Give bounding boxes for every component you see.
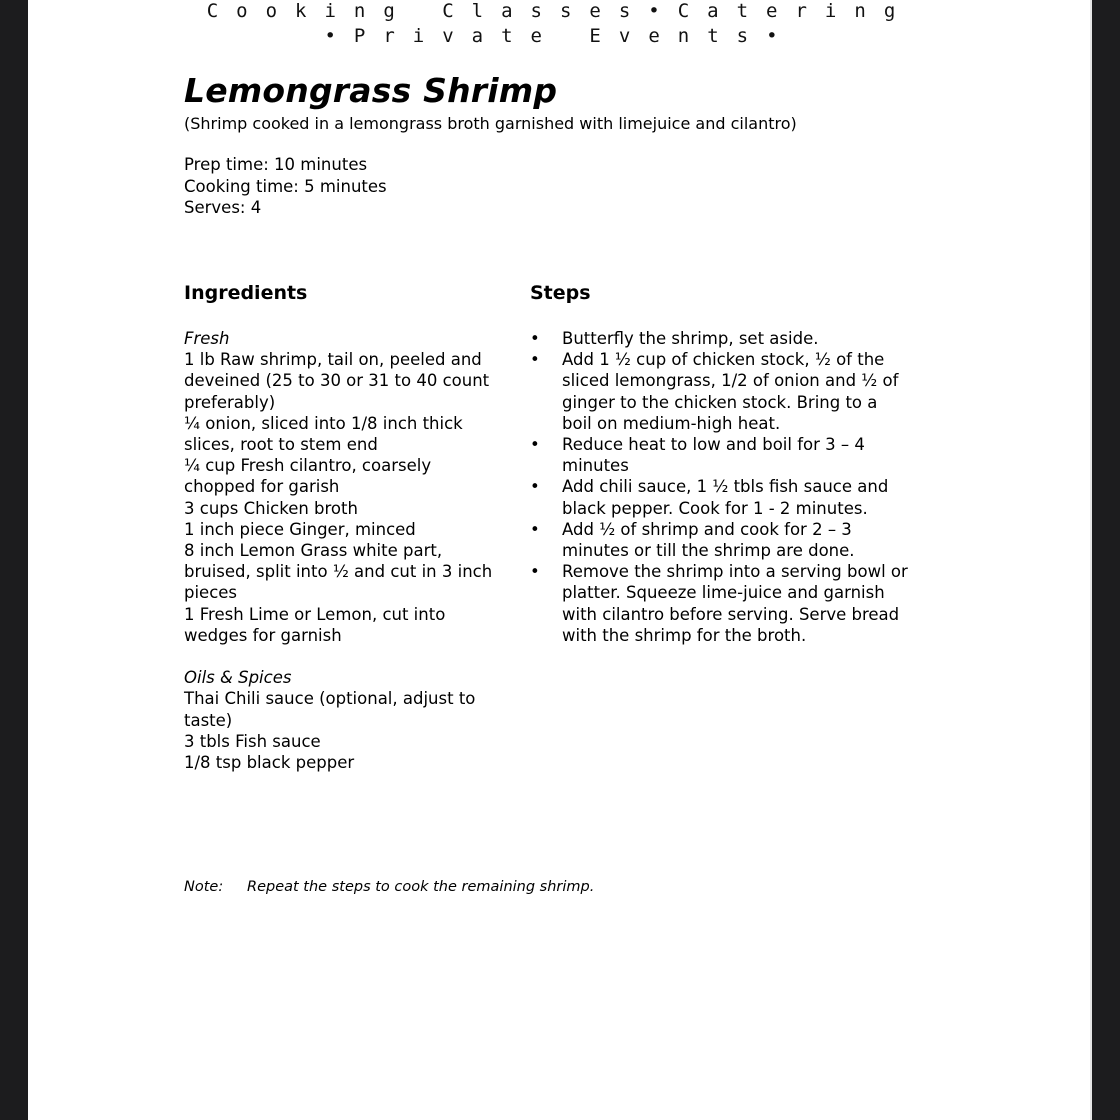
step-line: platter. Squeeze lime-juice and garnish: [562, 583, 885, 603]
step-line: Reduce heat to low and boil for 3 – 4: [562, 435, 865, 455]
step-line: Remove the shrimp into a serving bowl or: [562, 562, 908, 582]
step-line: minutes or till the shrimp are done.: [562, 541, 855, 561]
ingredient-line: pieces: [184, 583, 238, 603]
ingredient-line: bruised, split into ½ and cut in 3 inch: [184, 562, 493, 582]
note-text: Repeat the steps to cook the remaining shrimp.: [247, 879, 595, 895]
ingredient-line: Thai Chili sauce (optional, adjust to: [184, 689, 476, 709]
ingredients-group-fresh-title: Fresh: [184, 329, 230, 348]
window-frame-right: [1092, 0, 1120, 1120]
ingredient-line: wedges for garnish: [184, 625, 342, 645]
ingredient-line: 1/8 tsp black pepper: [184, 753, 355, 773]
document-page: [28, 0, 1092, 1120]
step-line: Butterfly the shrimp, set aside.: [562, 329, 819, 348]
step-item: [530, 349, 920, 434]
ingredient-line: slices, root to stem end: [184, 435, 378, 455]
window-frame-left: [0, 0, 28, 1120]
ingredient-line: deveined (25 to 30 or 31 to 40 count: [184, 371, 490, 391]
letterhead-line-1: Cooking Classes•Catering: [206, 0, 914, 22]
ingredients-group-oils-title: Oils & Spices: [184, 668, 292, 688]
ingredient-line: chopped for garish: [184, 477, 340, 497]
group-spacer: [184, 646, 504, 667]
step-line: black pepper. Cook for 1 - 2 minutes.: [562, 498, 868, 518]
step-line: minutes: [562, 456, 629, 476]
step-line: with cilantro before serving. Serve bread: [562, 604, 900, 624]
recipe-title: Lemongrass Shrimp: [184, 71, 558, 110]
step-item: [530, 561, 920, 646]
ingredients-list: [184, 328, 504, 773]
ingredient-line: ¼ onion, sliced into 1/8 inch thick: [184, 413, 463, 433]
recipe-meta: [184, 154, 387, 219]
cooking-time: Cooking time: 5 minutes: [184, 176, 387, 196]
steps-list: [530, 328, 920, 646]
note-label: Note:: [184, 879, 224, 895]
letterhead-line-2: •Private Events•: [324, 25, 796, 47]
ingredient-line: 1 Fresh Lime or Lemon, cut into: [184, 604, 446, 624]
step-item: [530, 519, 920, 561]
ingredients-heading: Ingredients: [184, 282, 308, 304]
ingredient-line: 1 lb Raw shrimp, tail on, peeled and: [184, 350, 482, 370]
ingredient-line: taste): [184, 710, 233, 730]
serves: Serves: 4: [184, 198, 262, 217]
ingredient-line: 8 inch Lemon Grass white part,: [184, 541, 443, 561]
step-line: Add 1 ½ cup of chicken stock, ½ of the: [562, 350, 885, 370]
bullet-icon: •: [530, 562, 540, 582]
recipe-note: [184, 879, 594, 895]
bullet-icon: •: [530, 435, 540, 455]
ingredient-line: 3 cups Chicken broth: [184, 498, 358, 518]
step-item: [530, 328, 920, 349]
bullet-icon: •: [530, 477, 540, 497]
step-line: Add ½ of shrimp and cook for 2 – 3: [562, 519, 852, 539]
step-item: [530, 434, 920, 476]
ingredient-line: preferably): [184, 392, 276, 412]
step-line: boil on medium-high heat.: [562, 413, 781, 433]
bullet-icon: •: [530, 350, 540, 370]
prep-time: Prep time: 10 minutes: [184, 155, 368, 174]
ingredient-line: ¼ cup Fresh cilantro, coarsely: [184, 456, 432, 476]
bullet-icon: •: [530, 329, 540, 348]
ingredient-line: 3 tbls Fish sauce: [184, 731, 321, 751]
ingredient-line: 1 inch piece Ginger, minced: [184, 519, 416, 539]
bullet-icon: •: [530, 519, 540, 539]
steps-heading: Steps: [530, 282, 591, 304]
step-line: with the shrimp for the broth.: [562, 625, 807, 645]
step-item: [530, 476, 920, 518]
step-line: ginger to the chicken stock. Bring to a: [562, 392, 878, 412]
step-line: Add chili sauce, 1 ½ tbls fish sauce and: [562, 477, 889, 497]
recipe-subtitle: (Shrimp cooked in a lemongrass broth garnished with limejuice and cilantro): [184, 114, 797, 133]
step-line: sliced lemongrass, 1/2 of onion and ½ of: [562, 371, 899, 391]
